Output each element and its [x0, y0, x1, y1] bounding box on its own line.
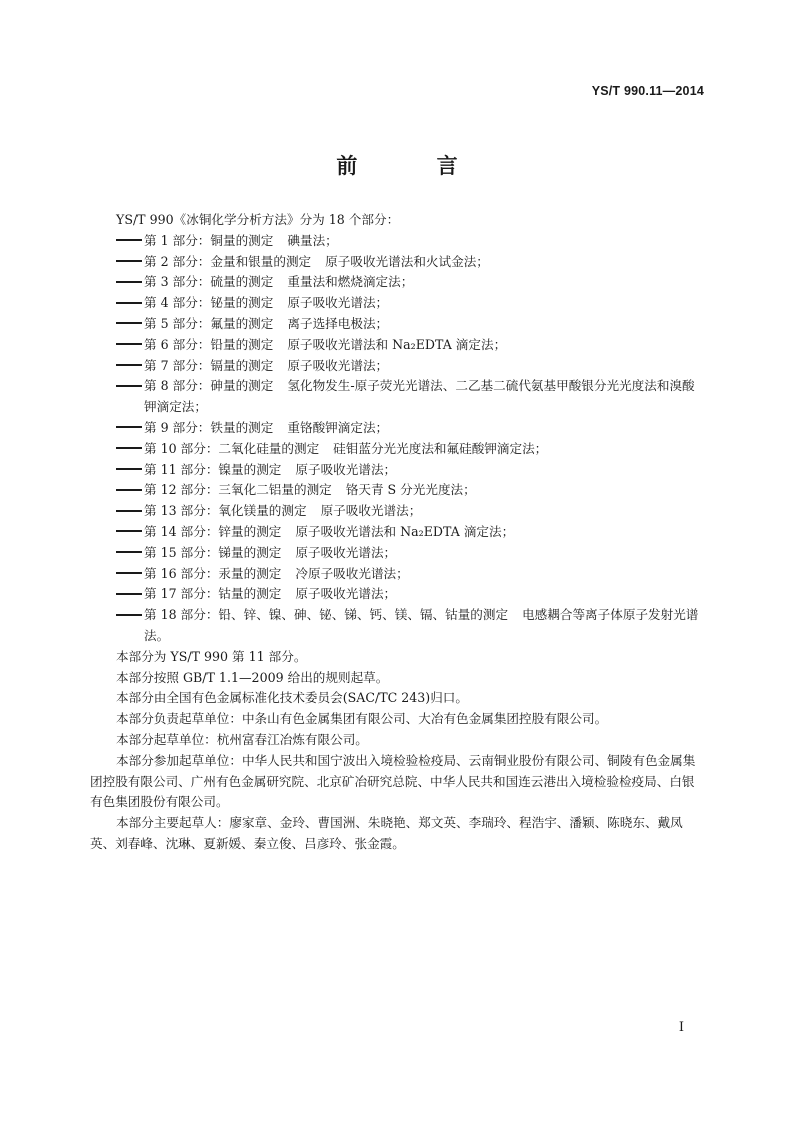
part-item: [90, 252, 706, 273]
body-paragraph: 本部分起草单位：杭州富春江冶炼有限公司。: [116, 731, 368, 747]
body-paragraph: 本部分由全国有色金属标准化技术委员会(SAC/TC 243)归口。: [116, 690, 468, 706]
em-dash-marker: [116, 522, 144, 543]
part-method: 冷原子吸收光谱法；: [295, 565, 409, 581]
part-item: [90, 293, 706, 314]
page-title: 前 言: [336, 154, 494, 178]
part-item: [90, 584, 706, 605]
part-label: 第 8 部分：砷量的测定: [144, 378, 274, 394]
part-label: 第 1 部分：铜量的测定: [144, 232, 274, 248]
part-method: 原子吸收光谱法；: [320, 503, 422, 519]
part-label: 第 3 部分：硫量的测定: [144, 274, 274, 290]
part-method: 原子吸收光谱法；: [295, 586, 397, 602]
em-dash-marker: [116, 543, 144, 564]
em-dash-marker: [116, 356, 144, 377]
part-label: 第 5 部分：氟量的测定: [144, 315, 274, 331]
body-paragraph: 本部分主要起草人：廖家章、金玲、曹国洲、朱晓艳、郑文英、李瑞玲、程浩宇、潘颖、陈晓东、戴凤英、刘春峰、沈琳、夏新媛、秦立俊、吕彦玲、张金霞。: [90, 815, 683, 851]
part-item: [90, 314, 706, 335]
em-dash-marker: [116, 460, 144, 481]
em-dash-marker: [116, 376, 144, 397]
part-label: 第 14 部分：锌量的测定: [144, 523, 282, 539]
part-method: 原子吸收光谱法；: [295, 544, 397, 560]
part-label: 第 7 部分：镉量的测定: [144, 357, 274, 373]
em-dash-marker: [116, 501, 144, 522]
part-item: [90, 501, 706, 522]
part-item: [90, 231, 706, 252]
em-dash-marker: [116, 231, 144, 252]
part-item: [90, 460, 706, 481]
em-dash-marker: [116, 314, 144, 335]
part-label: 第 17 部分：钴量的测定: [144, 586, 282, 602]
part-label: 第 4 部分：铋量的测定: [144, 295, 274, 311]
part-label: 第 10 部分：二氧化硅量的测定: [144, 440, 320, 456]
em-dash-marker: [116, 335, 144, 356]
part-method: 离子选择电极法；: [287, 315, 389, 331]
part-item: [90, 335, 706, 356]
paragraph-list: [90, 647, 706, 855]
intro-paragraph: YS/T 990《冰铜化学分析方法》分为 18 个部分：: [116, 212, 400, 227]
part-item: [90, 543, 706, 564]
em-dash-marker: [116, 564, 144, 585]
em-dash-marker: [116, 252, 144, 273]
em-dash-marker: [116, 272, 144, 293]
part-method: 原子吸收光谱法；: [287, 357, 389, 373]
body-paragraph: 本部分按照 GB/T 1.1—2009 给出的规则起草。: [116, 669, 389, 685]
part-method: 原子吸收光谱法；: [287, 295, 389, 311]
em-dash-marker: [116, 418, 144, 439]
part-method: 电感耦合等离子体原子发射光谱法。: [144, 607, 699, 643]
part-label: 第 16 部分：汞量的测定: [144, 565, 282, 581]
part-method: 氢化物发生-原子荧光光谱法、二乙基二硫代氨基甲酸银分光光度法和溴酸钾滴定法；: [144, 378, 695, 415]
part-item: [90, 356, 706, 377]
body-paragraph: 本部分负责起草单位：中条山有色金属集团有限公司、大冶有色金属集团控股有限公司。: [116, 711, 608, 727]
part-method: 铬天青 S 分光光度法；: [345, 482, 476, 498]
part-method: 重量法和燃烧滴定法；: [287, 274, 414, 290]
part-label: 第 12 部分：三氧化二铝量的测定: [144, 482, 332, 498]
part-label: 第 18 部分：铅、锌、镍、砷、铋、锑、钙、镁、镉、钴量的测定: [144, 607, 509, 623]
page-number: I: [678, 1020, 684, 1035]
part-item: [90, 376, 706, 418]
body-paragraph: 本部分参加起草单位：中华人民共和国宁波出入境检验检疫局、云南铜业股份有限公司、铜陵有色金属集团控股有限公司、广州有色金属研究院、北京矿冶研究总院、中华人民共和国连云港出入境检验检疫局、白银有色集团股份有限公司。: [90, 752, 696, 810]
standard-number: YS/T 990.11—2014: [591, 84, 704, 98]
part-item: [90, 605, 706, 647]
part-label: 第 9 部分：铁量的测定: [144, 419, 274, 435]
parts-list: [90, 231, 706, 647]
part-method: 原子吸收光谱法；: [295, 461, 397, 477]
part-method: 碘量法；: [287, 232, 338, 248]
part-item: [90, 564, 706, 585]
em-dash-marker: [116, 480, 144, 501]
part-item: [90, 439, 706, 460]
part-method: 重铬酸钾滴定法；: [287, 419, 389, 435]
part-item: [90, 272, 706, 293]
body-paragraph: 本部分为 YS/T 990 第 11 部分。: [116, 648, 307, 664]
part-method: 原子吸收光谱法和 Na₂EDTA 滴定法；: [287, 336, 507, 352]
part-method: 原子吸收光谱法和火试金法；: [325, 253, 489, 269]
em-dash-marker: [116, 605, 144, 626]
part-item: [90, 522, 706, 543]
part-item: [90, 480, 706, 501]
part-label: 第 13 部分：氧化镁量的测定: [144, 503, 307, 519]
em-dash-marker: [116, 293, 144, 314]
part-item: [90, 418, 706, 439]
part-label: 第 2 部分：金量和银量的测定: [144, 253, 312, 269]
part-label: 第 11 部分：镍量的测定: [144, 461, 282, 477]
document-body: [90, 210, 706, 855]
part-label: 第 6 部分：铅量的测定: [144, 336, 274, 352]
part-label: 第 15 部分：锑量的测定: [144, 544, 282, 560]
em-dash-marker: [116, 439, 144, 460]
part-method: 硅钼蓝分光光度法和氟硅酸钾滴定法；: [333, 440, 548, 456]
part-method: 原子吸收光谱法和 Na₂EDTA 滴定法；: [295, 523, 515, 539]
em-dash-marker: [116, 584, 144, 605]
